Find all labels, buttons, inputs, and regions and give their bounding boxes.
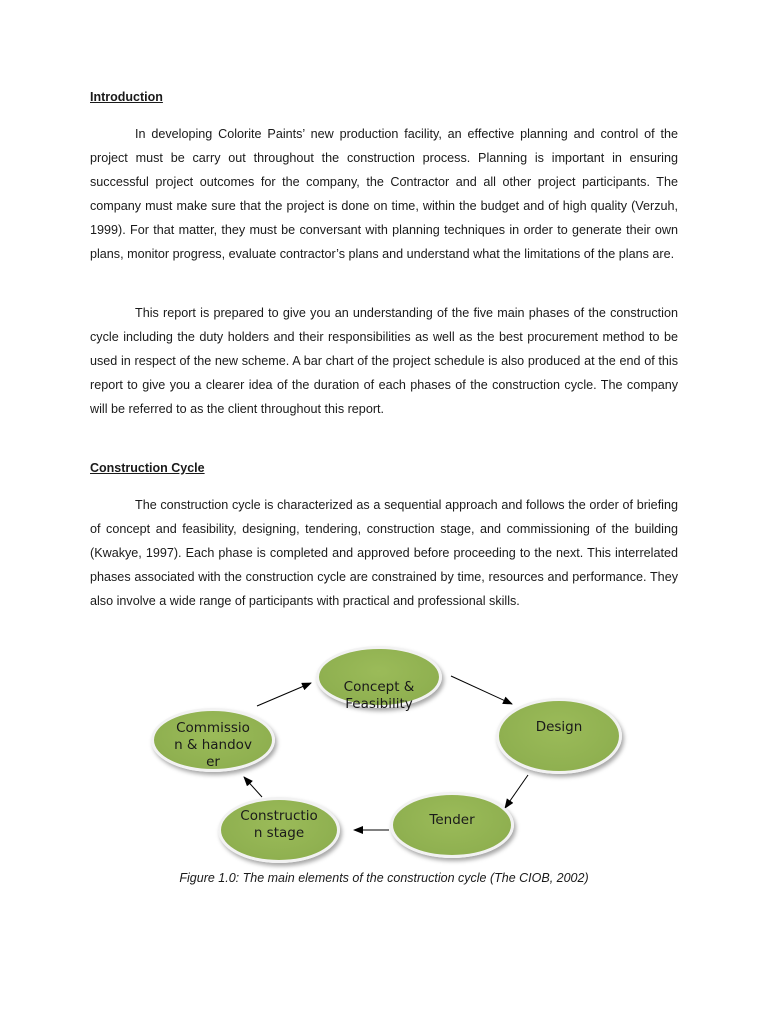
arrow-design-to-tender <box>505 775 528 808</box>
node-commission-handover <box>151 708 275 772</box>
node-construction-label: Construction stage <box>240 808 318 841</box>
intro-paragraph-2 <box>90 301 678 421</box>
node-construction-stage <box>218 797 340 863</box>
figure-caption: Figure 1.0: The main elements of the construction cycle (The CIOB, 2002) <box>179 871 589 885</box>
arrow-construction-to-commission <box>244 777 262 797</box>
intro-paragraph-1 <box>90 122 678 266</box>
construction-cycle-heading: Construction Cycle <box>90 461 205 475</box>
node-design-label: Design <box>535 718 583 735</box>
construction-cycle-paragraph-text: The construction cycle is characterized as a sequential approach and follows the order of briefing of concept and feasibility, designing, tendering, construction stage, and commissioning of the building (Kwakye, 1997). Each phase is completed and approved before proceeding to the next. This interrelated phases associated with the construction cycle are constrained by time, resources and performance. They also involve a wide range of participants with practical and professional skills. <box>90 498 678 608</box>
node-concept-label: Concept & Feasibility <box>343 679 415 712</box>
construction-cycle-paragraph <box>90 493 678 613</box>
node-tender-label: Tender <box>429 811 475 828</box>
node-concept-feasibility <box>316 646 442 712</box>
construction-cycle-diagram <box>0 640 768 880</box>
arrow-concept-to-design <box>451 676 512 704</box>
node-commission-label: Commission & handover <box>174 719 252 770</box>
introduction-heading: Introduction <box>90 90 163 104</box>
arrow-commission-to-concept <box>257 683 311 706</box>
intro-paragraph-2-text: This report is prepared to give you an understanding of the five main phases of the construction cycle including the duty holders and their responsibilities as well as the best procurement method to be used in respect of the new scheme. A bar chart of the project schedule is also produced at the end of this report to give you a clearer idea of the duration of each phases of the construction cycle. The company will be referred to as the client throughout this report. <box>90 306 678 416</box>
node-design <box>496 698 622 774</box>
node-tender <box>390 792 514 858</box>
intro-paragraph-1-text: In developing Colorite Paints’ new production facility, an effective planning and control of the project must be carry out throughout the construction process. Planning is important in ensuring successful project outcomes for the company, the Contractor and all other project participants. The company must make sure that the project is done on time, within the budget and of high quality (Verzuh, 1999). For that matter, they must be conversant with planning techniques in order to generate their own plans, monitor progress, evaluate contractor’s plans and understand what the limitations of the plans are. <box>90 127 678 261</box>
